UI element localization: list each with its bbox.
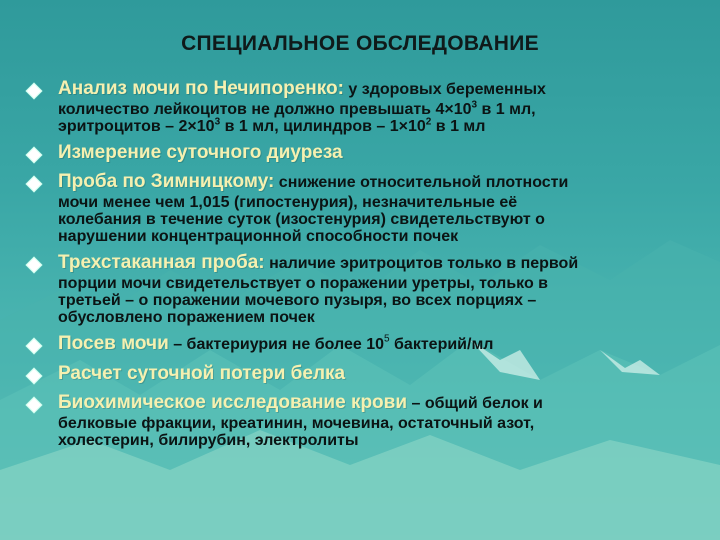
item-text: третьей – о поражении мочевого пузыря, во всех порциях – [58,292,537,309]
superscript: 2 [425,116,432,128]
item-text: количество лейкоцитов не должно превышать 4×10 [58,101,472,118]
diamond-icon [26,397,43,414]
diamond-icon [26,147,43,164]
item-heading: Измерение суточного диуреза [58,142,343,163]
item-text: в 1 мл [431,118,486,135]
diamond-icon [26,83,43,100]
item-text: у здоровых беременных [343,81,546,98]
item-text: – бактериурия не более 10 [168,336,385,353]
list-item [24,392,714,449]
item-text: бактерий/мл [389,336,494,353]
diamond-icon [26,368,43,385]
list-item [24,363,714,385]
item-heading: Биохимическое исследование крови [58,392,408,413]
item-text: в 1 мл, цилиндров – 1×10 [220,118,426,135]
item-text: белковые фракции, креатинин, мочевина, остаточный азот, [58,415,535,432]
item-text: обусловлено поражением почек [58,309,315,326]
item-text: порции мочи свидетельствует о поражении уретры, только в [58,275,549,292]
item-text: холестерин, билирубин, электролиты [58,432,359,449]
list-item [24,333,714,356]
item-text: наличие эритроцитов только в первой [264,255,579,272]
item-text: в 1 мл, [477,101,536,118]
item-heading: Расчет суточной потери белка [58,363,346,384]
superscript: 3 [471,99,478,111]
item-text: – общий белок и [407,395,543,412]
diamond-icon [26,338,43,355]
item-heading: Проба по Зимницкому: [58,171,275,192]
list-item [24,171,714,245]
list-item [24,252,714,326]
bullet-list [24,78,714,449]
superscript: 3 [214,116,221,128]
item-heading: Анализ мочи по Нечипоренко: [58,78,344,99]
list-item [24,142,714,164]
superscript: 5 [384,333,390,345]
item-heading: Посев мочи [58,333,169,354]
item-text: нарушении концентрационной способности почек [58,228,459,245]
slide-title: СПЕЦИАЛЬНОЕ ОБСЛЕДОВАНИЕ [181,32,539,55]
item-text: колебания в течение суток (изостенурия) свидетельствуют о [58,211,545,228]
item-text: эритроцитов – 2×10 [58,118,215,135]
item-text: снижение относительной плотности [274,174,569,191]
item-text: мочи менее чем 1,015 (гипостенурия), незначительные её [58,194,518,211]
diamond-icon [26,176,43,193]
diamond-icon [26,257,43,274]
list-item [24,78,714,135]
item-heading: Трехстаканная проба: [58,252,265,273]
